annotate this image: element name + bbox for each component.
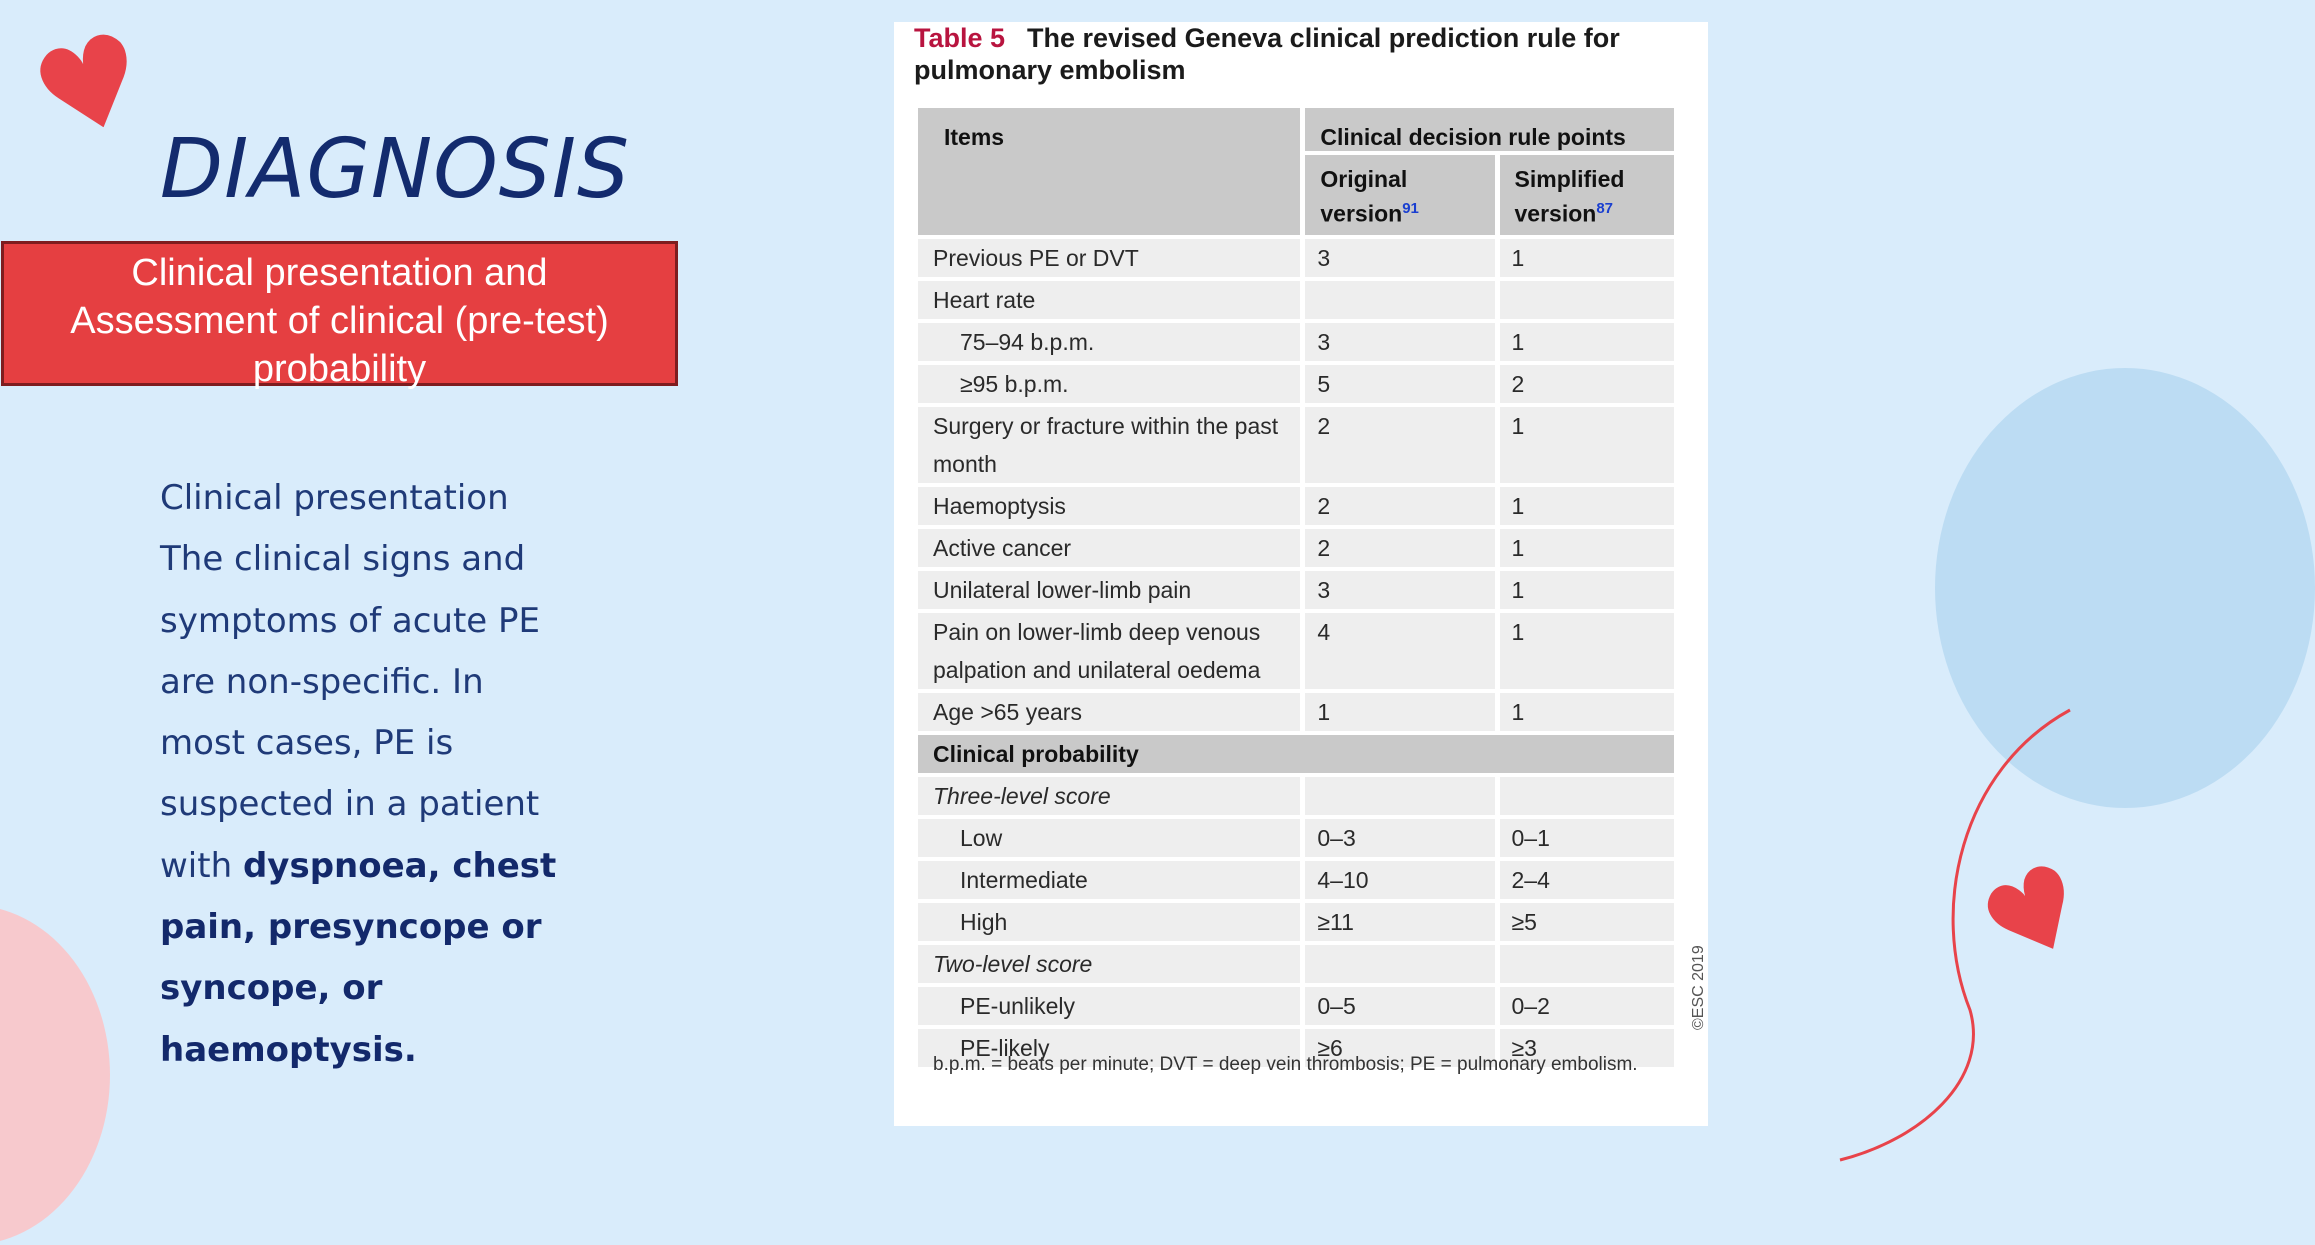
row-original: 4–10: [1305, 861, 1494, 899]
table-row: [918, 281, 1674, 319]
row-simplified: 1: [1500, 693, 1674, 731]
row-item: Haemoptysis: [918, 487, 1300, 525]
body-line: are non-specific. In: [160, 661, 484, 702]
row-item: ≥95 b.p.m.: [918, 365, 1300, 403]
row-original: 3: [1305, 239, 1494, 277]
subtitle-line: Assessment of clinical (pre-test): [70, 300, 609, 342]
table-row: [918, 529, 1674, 567]
table-row: [918, 777, 1674, 815]
heart-icon: ♥: [1961, 835, 2109, 995]
section-header-row: [918, 735, 1674, 773]
row-original: 5: [1305, 365, 1494, 403]
table-row: [918, 571, 1674, 609]
geneva-table-figure: [894, 22, 1708, 1126]
row-simplified: 2: [1500, 365, 1674, 403]
row-item: High: [918, 903, 1300, 941]
row-original: 0–3: [1305, 819, 1494, 857]
row-original: 4: [1305, 613, 1494, 689]
row-simplified: 1: [1500, 239, 1674, 277]
table-row: [918, 407, 1674, 483]
header-simplified-label: Simplified version: [1514, 166, 1625, 227]
row-item: Two-level score: [918, 945, 1300, 983]
subtitle-box: [1, 241, 678, 390]
table-row: [918, 365, 1674, 403]
subtitle-line: probability: [252, 348, 427, 390]
copyright-notice: ©ESC 2019: [1690, 945, 1707, 1030]
table-label: Table 5: [914, 23, 1006, 53]
decorative-pink-circle: [0, 905, 110, 1245]
row-item: PE-likely: [918, 1029, 1300, 1067]
table-row: [918, 861, 1674, 899]
row-simplified: ≥3: [1500, 1029, 1674, 1067]
row-item: Age >65 years: [918, 693, 1300, 731]
body-line: symptoms of acute PE: [160, 600, 541, 641]
row-item: Unilateral lower-limb pain: [918, 571, 1300, 609]
row-simplified: [1500, 777, 1674, 815]
body-text-bold: pain, presyncope or: [160, 907, 542, 948]
probability-header: Clinical probability: [918, 735, 1674, 773]
body-text-plain: with: [160, 845, 243, 886]
row-simplified: ≥5: [1500, 903, 1674, 941]
row-simplified: 0–2: [1500, 987, 1674, 1025]
header-items: Items: [918, 108, 1300, 235]
row-simplified: [1500, 945, 1674, 983]
simplified-reference: 87: [1596, 200, 1614, 217]
row-original: [1305, 281, 1494, 319]
table-caption-text: The revised Geneva clinical prediction rule for pulmonary embolism: [914, 23, 1620, 85]
header-simplified: [1500, 155, 1674, 235]
row-original: ≥6: [1305, 1029, 1494, 1067]
row-original: [1305, 945, 1494, 983]
body-paragraph: [160, 468, 570, 1081]
table-row: [918, 487, 1674, 525]
table-row: [918, 613, 1674, 689]
row-simplified: 1: [1500, 487, 1674, 525]
original-reference: 91: [1402, 200, 1419, 217]
header-original: [1305, 155, 1494, 235]
body-text-bold: haemoptysis.: [160, 1029, 417, 1070]
heart-icon: ♥: [16, 2, 165, 172]
row-simplified: 2–4: [1500, 861, 1674, 899]
row-simplified: 0–1: [1500, 819, 1674, 857]
table-row: [918, 819, 1674, 857]
table-row: [918, 903, 1674, 941]
body-text-bold: dyspnoea, chest: [242, 845, 557, 886]
table-row: [918, 693, 1674, 731]
body-text-bold: syncope, or: [160, 968, 383, 1009]
row-item: Active cancer: [918, 529, 1300, 567]
table-row: [918, 239, 1674, 277]
table-footnote: b.p.m. = beats per minute; DVT = deep vein thrombosis; PE = pulmonary embolism.: [933, 1054, 1638, 1075]
table-row: [918, 323, 1674, 361]
row-original: 3: [1305, 323, 1494, 361]
row-original: 2: [1305, 529, 1494, 567]
row-item: 75–94 b.p.m.: [918, 323, 1300, 361]
geneva-table: [913, 104, 1679, 1071]
body-line: The clinical signs and: [160, 539, 526, 580]
subtitle-line: Clinical presentation and: [131, 252, 548, 294]
table-caption: [914, 22, 1694, 86]
row-original: 2: [1305, 407, 1494, 483]
row-original: 0–5: [1305, 987, 1494, 1025]
body-line: most cases, PE is: [160, 723, 454, 764]
row-item: Surgery or fracture within the past month: [918, 407, 1300, 483]
row-simplified: [1500, 281, 1674, 319]
row-item: PE-unlikely: [918, 987, 1300, 1025]
row-original: 3: [1305, 571, 1494, 609]
decorative-curve: [1840, 690, 2080, 1160]
row-original: 1: [1305, 693, 1494, 731]
body-line: suspected in a patient: [160, 784, 540, 825]
row-item: Low: [918, 819, 1300, 857]
slide-title: DIAGNOSIS: [159, 122, 631, 217]
row-original: 2: [1305, 487, 1494, 525]
header-original-label: Original version: [1320, 166, 1408, 227]
body-line: [160, 958, 570, 1019]
table-row: [918, 987, 1674, 1025]
row-simplified: 1: [1500, 529, 1674, 567]
row-item: Previous PE or DVT: [918, 239, 1300, 277]
body-line: [160, 1020, 570, 1081]
header-points: Clinical decision rule points: [1305, 108, 1674, 151]
row-item: Heart rate: [918, 281, 1300, 319]
row-simplified: 1: [1500, 613, 1674, 689]
row-simplified: 1: [1500, 407, 1674, 483]
row-simplified: 1: [1500, 571, 1674, 609]
body-line: Clinical presentation: [160, 478, 509, 518]
row-item: Intermediate: [918, 861, 1300, 899]
body-line: [160, 836, 570, 897]
row-item: Pain on lower-limb deep venous palpation and unilateral oedema: [918, 613, 1300, 689]
table-row: [918, 945, 1674, 983]
row-original: ≥11: [1305, 903, 1494, 941]
body-line: [160, 897, 570, 958]
row-original: [1305, 777, 1494, 815]
row-item: Three-level score: [918, 777, 1300, 815]
row-simplified: 1: [1500, 323, 1674, 361]
